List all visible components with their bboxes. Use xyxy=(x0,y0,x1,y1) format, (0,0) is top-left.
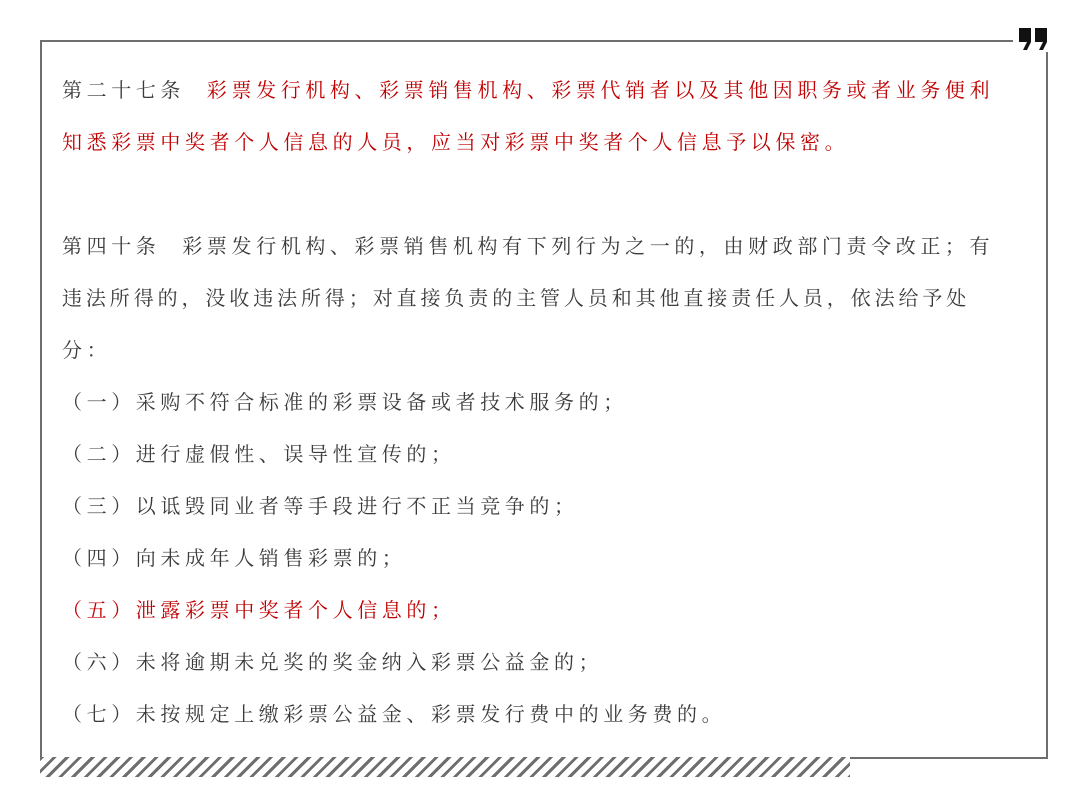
article-40-line-3: 分： xyxy=(62,338,112,362)
hatch-decoration xyxy=(40,757,850,777)
closing-quote-icon xyxy=(1013,20,1053,52)
list-item-highlighted: （五）泄露彩票中奖者个人信息的； xyxy=(62,598,456,622)
article-27-line-2: 知悉彩票中奖者个人信息的人员，应当对彩票中奖者个人信息予以保密。 xyxy=(62,130,850,154)
list-item: （四）向未成年人销售彩票的； xyxy=(62,546,407,570)
article-40-line-1 xyxy=(62,233,994,259)
frame-bottom-border xyxy=(850,757,1048,759)
article-27-label: 第二十七条 xyxy=(62,78,185,102)
list-item: （二）进行虚假性、误导性宣传的； xyxy=(62,442,456,466)
list-item: （三）以诋毁同业者等手段进行不正当竞争的； xyxy=(62,494,579,518)
list-item: （六）未将逾期未兑奖的奖金纳入彩票公益金的； xyxy=(62,650,604,674)
list-item: （一）采购不符合标准的彩票设备或者技术服务的； xyxy=(62,390,628,414)
article-40-label: 第四十条 xyxy=(62,234,161,258)
article-40-line-2: 违法所得的，没收违法所得；对直接负责的主管人员和其他直接责任人员，依法给予处 xyxy=(62,286,971,310)
article-27-line-1 xyxy=(62,77,994,103)
article-27-text-1: 彩票发行机构、彩票销售机构、彩票代销者以及其他因职务或者业务便利 xyxy=(206,78,995,102)
list-item: （七）未按规定上缴彩票公益金、彩票发行费中的业务费的。 xyxy=(62,702,727,726)
article-40-text-1: 彩票发行机构、彩票销售机构有下列行为之一的，由财政部门责令改正；有 xyxy=(182,234,995,258)
